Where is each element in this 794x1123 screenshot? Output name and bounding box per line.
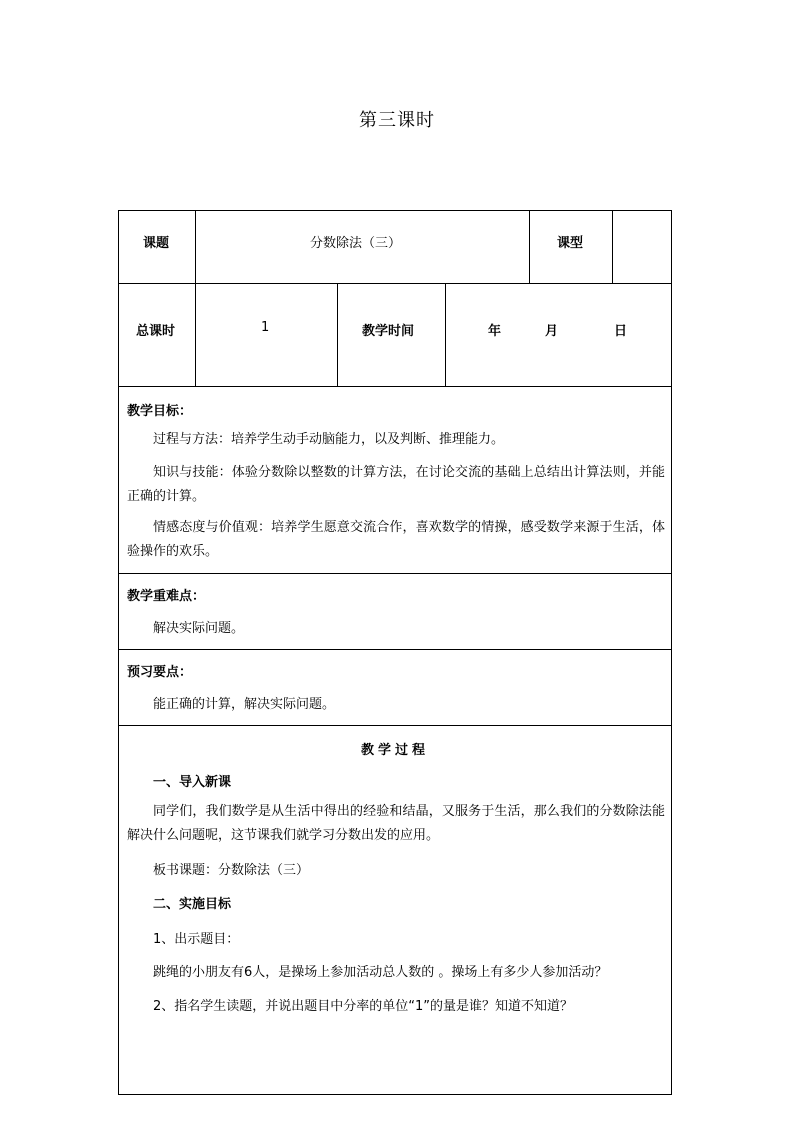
month-label: 月 xyxy=(545,324,559,339)
section-2-title: 二、实施目标 xyxy=(153,897,232,912)
day-label: 日 xyxy=(614,324,628,339)
teaching-time-label: 教学时间 xyxy=(362,324,415,339)
total-hours-value: 1 xyxy=(261,320,270,335)
col-divider xyxy=(337,283,338,386)
key-points-label: 教学重难点： xyxy=(127,589,206,604)
row-divider xyxy=(119,649,671,650)
section-1-paragraph: 同学们，我们数学是从生活中得出的经验和结晶，又服务于生活，那么我们的分数除法能解决什么问题呢，这节课我们就学习分数出发的应用。 xyxy=(127,804,665,843)
section-1-board-title: 板书课题：分数除法（三） xyxy=(153,863,310,878)
row-divider xyxy=(119,283,671,284)
topic-label: 课题 xyxy=(143,236,170,251)
preview-text: 能正确的计算，解决实际问题。 xyxy=(153,697,336,712)
objective-process: 过程与方法：培养学生动手动脑能力，以及判断、推理能力。 xyxy=(153,432,505,447)
objective-attitude: 情感态度与价值观：培养学生愿意交流合作，喜欢数学的情操，感受数学来源于生活，体验操作的欢乐。 xyxy=(127,520,665,559)
section-2-item-1: 1、出示题目： xyxy=(153,932,240,947)
objectives-label: 教学目标： xyxy=(127,404,193,419)
col-divider xyxy=(195,211,196,386)
row-divider xyxy=(119,573,671,574)
type-label: 课型 xyxy=(557,236,584,251)
preview-label: 预习要点： xyxy=(127,665,193,680)
lesson-plan-table xyxy=(118,210,672,1095)
col-divider xyxy=(445,283,446,386)
topic-value: 分数除法（三） xyxy=(310,236,402,251)
year-label: 年 xyxy=(488,324,502,339)
key-points-text: 解决实际问题。 xyxy=(153,621,245,636)
col-divider xyxy=(612,211,613,283)
section-2-problem: 跳绳的小朋友有6人，是操场上参加活动总人数的 。操场上有多少人参加活动？ xyxy=(153,965,608,980)
col-divider xyxy=(529,211,530,283)
total-hours-label: 总课时 xyxy=(136,324,176,339)
row-divider xyxy=(119,386,671,387)
section-1-title: 一、导入新课 xyxy=(153,775,232,790)
process-heading: 教学过程 xyxy=(360,743,429,758)
section-2-item-2: 2、指名学生读题，并说出题目中分率的单位“1”的量是谁？知道不知道？ xyxy=(153,999,574,1014)
row-divider xyxy=(119,725,671,726)
page-title: 第三课时 xyxy=(359,110,435,131)
objective-knowledge: 知识与技能：体验分数除以整数的计算方法，在讨论交流的基础上总结出计算法则，并能正确的计算。 xyxy=(127,465,665,504)
